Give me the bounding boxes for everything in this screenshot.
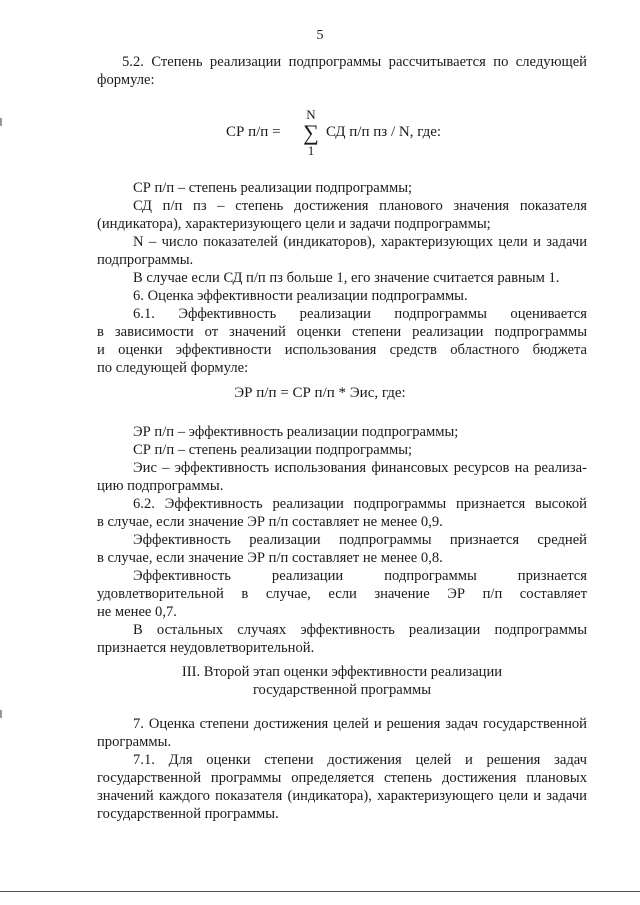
scan-margin-mark <box>0 710 2 718</box>
paragraph-line: Эис – эффективность использования финансовых ресурсов на реализа- <box>133 460 587 476</box>
paragraph-line: ЭР п/п – эффективность реализации подпрограммы; <box>133 424 459 440</box>
formula-lhs: СР п/п = <box>226 124 281 140</box>
paragraph-line: 6.2. Эффективность реализации подпрограммы признается высокой <box>133 496 587 512</box>
section-heading: государственной программы <box>252 682 432 698</box>
paragraph-line: и оценки эффективности использования средств областного бюджета <box>97 342 587 358</box>
section-heading: III. Второй этап оценки эффективности реализации <box>181 664 503 680</box>
paragraph-line: значений каждого показателя (индикатора), характеризующего цели и задачи <box>97 788 587 804</box>
paragraph-line: формуле: <box>97 72 155 88</box>
paragraph-line: Эффективность реализации подпрограммы признается средней <box>133 532 587 548</box>
paragraph-line: СД п/п пз – степень достижения планового значения показателя <box>133 198 587 214</box>
paragraph-line: Эффективность реализации подпрограммы признается <box>133 568 587 584</box>
paragraph-line: СР п/п – степень реализации подпрограммы; <box>133 180 413 196</box>
paragraph-line: в случае, если значение ЭР п/п составляет не менее 0,8. <box>97 550 443 566</box>
paragraph-line: в зависимости от значений оценки степени реализации подпрограммы <box>97 324 587 340</box>
sum-upper-limit: N <box>306 107 316 122</box>
sum-lower-limit: 1 <box>307 143 315 158</box>
scan-margin-mark <box>0 118 2 126</box>
paragraph-line: 5.2. Степень реализации подпрограммы рассчитывается по следующей <box>122 54 587 70</box>
scan-bottom-edge <box>0 891 640 892</box>
paragraph-line: N – число показателей (индикаторов), характеризующих цели и задачи <box>133 234 587 250</box>
paragraph-line: 6.1. Эффективность реализации подпрограммы оценивается <box>133 306 587 322</box>
paragraph-line: В случае если СД п/п пз больше 1, его значение считается равным 1. <box>133 270 560 286</box>
paragraph-line: государственной программы определяется степень достижения плановых <box>97 770 587 786</box>
paragraph-line: программы. <box>97 734 172 750</box>
paragraph-line: цию подпрограммы. <box>97 478 224 494</box>
paragraph-line: подпрограммы. <box>97 252 194 268</box>
paragraph-line: СР п/п – степень реализации подпрограммы; <box>133 442 413 458</box>
sum-symbol-group <box>301 108 321 158</box>
paragraph-line: 7.1. Для оценки степени достижения целей и решения задач <box>133 752 587 768</box>
formula-er: ЭР п/п = СР п/п * Эис, где: <box>234 385 406 401</box>
sum-sigma: ∑ <box>303 120 319 145</box>
formula-rhs: СД п/п пз / N, где: <box>326 124 442 140</box>
formula-sr <box>226 124 441 141</box>
paragraph-line: не менее 0,7. <box>97 604 177 620</box>
paragraph-line: 6. Оценка эффективности реализации подпрограммы. <box>133 288 468 304</box>
paragraph-line: В остальных случаях эффективность реализации подпрограммы <box>133 622 587 638</box>
paragraph-line: по следующей формуле: <box>97 360 249 376</box>
page-number: 5 <box>316 28 324 43</box>
paragraph-line: удовлетворительной в случае, если значение ЭР п/п составляет <box>97 586 587 602</box>
paragraph-line: 7. Оценка степени достижения целей и решения задач государственной <box>133 716 587 732</box>
paragraph-line: признается неудовлетворительной. <box>97 640 315 656</box>
paragraph-line: в случае, если значение ЭР п/п составляет не менее 0,9. <box>97 514 443 530</box>
paragraph-line: государственной программы. <box>97 806 279 822</box>
paragraph-line: (индикатора), характеризующего цели и задачи подпрограммы; <box>97 216 491 232</box>
